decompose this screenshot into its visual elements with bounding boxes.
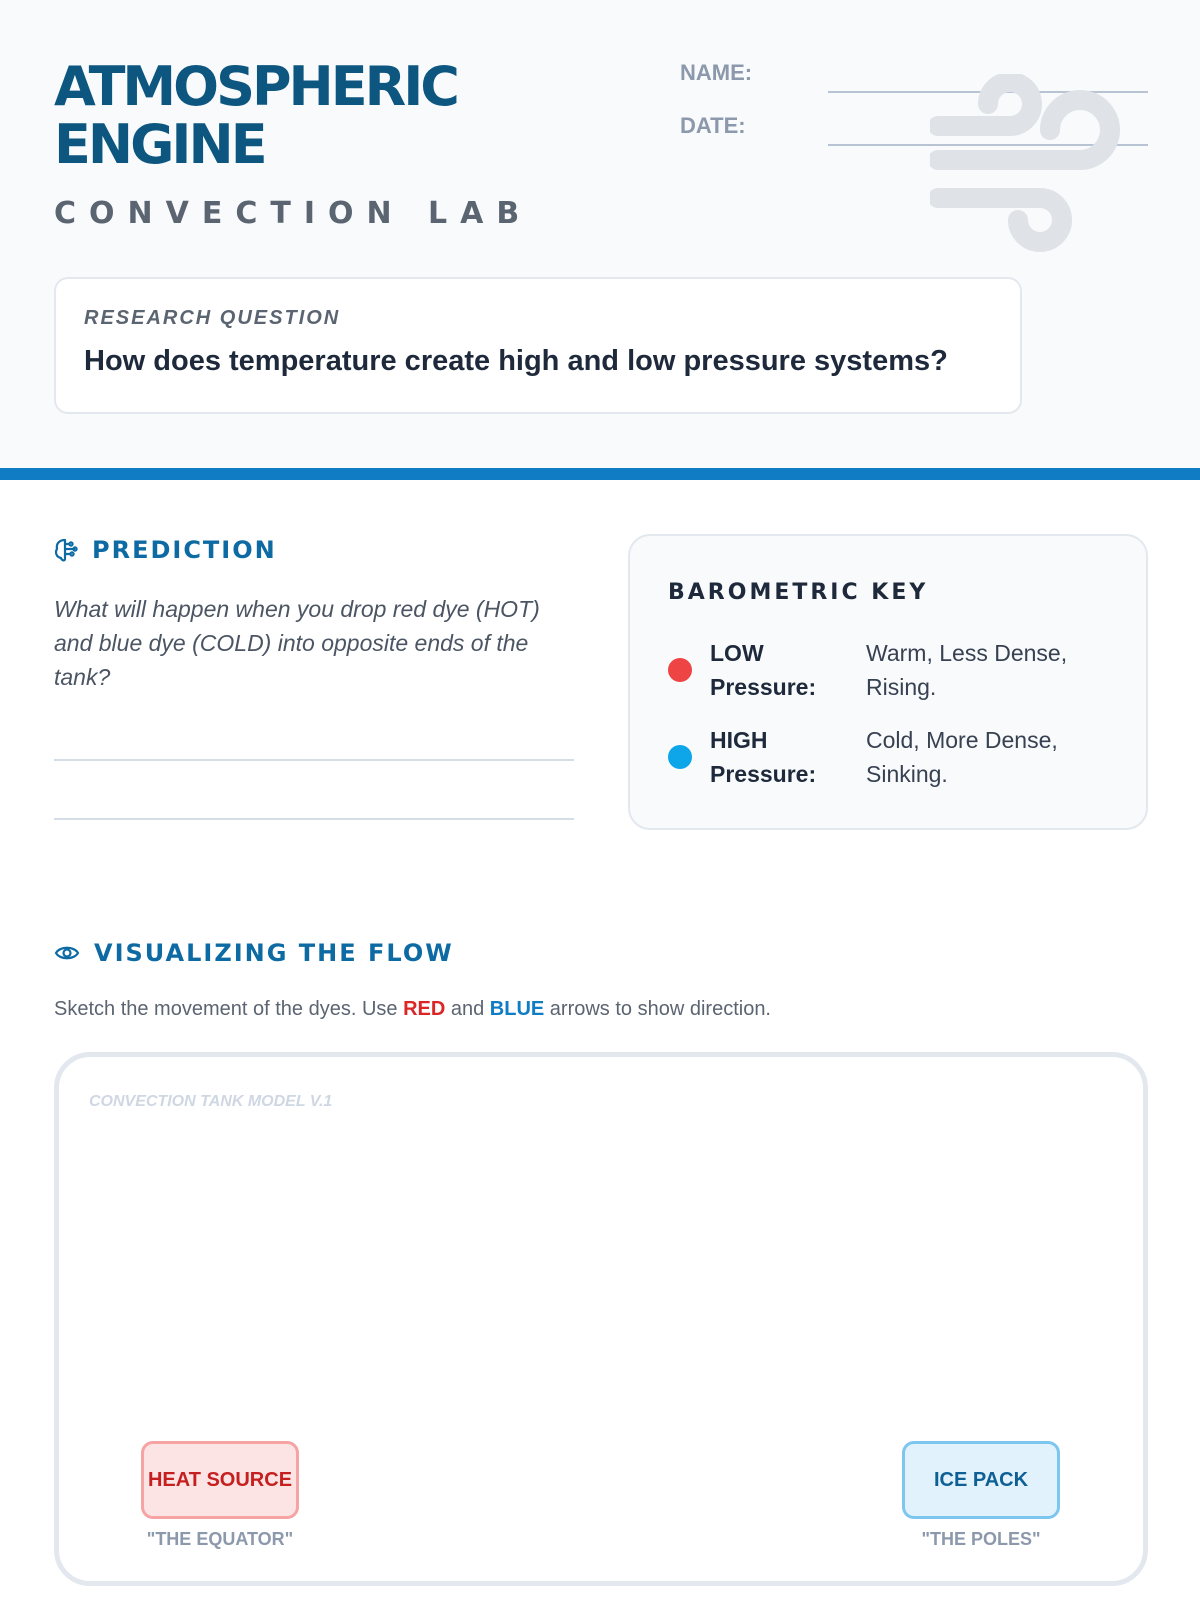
title-line-2: ENGINE (54, 113, 265, 176)
instruction-blue-word: BLUE (489, 998, 545, 1020)
prediction-heading (54, 536, 277, 564)
key-item-low-pressure (668, 636, 1128, 706)
instruction-text-start: Sketch the movement of the dyes. Use (54, 998, 404, 1020)
research-question-label: RESEARCH QUESTION (84, 307, 341, 329)
prediction-heading-text: PREDICTION (92, 536, 277, 564)
name-label: NAME: (680, 60, 753, 85)
convection-tank-drawing-area[interactable] (54, 1052, 1148, 1586)
barometric-key-card (628, 534, 1148, 830)
flow-heading (54, 939, 454, 967)
heat-source-caption: "THE EQUATOR" (146, 1529, 294, 1549)
instruction-text-middle: and (445, 998, 490, 1020)
tank-model-label: CONVECTION TANK MODEL V.1 (89, 1093, 333, 1110)
date-label: DATE: (680, 113, 746, 138)
key-item-label: LOW Pressure: (710, 640, 817, 700)
header (0, 0, 1200, 468)
key-item-high-pressure (668, 723, 1128, 793)
answer-line-1[interactable] (54, 759, 574, 761)
worksheet-title (54, 55, 457, 176)
key-item-label: HIGH Pressure: (710, 727, 817, 787)
brain-icon (54, 537, 78, 563)
header-divider (0, 468, 1200, 480)
instruction-red-word: RED (403, 998, 446, 1020)
worksheet-subtitle: CONVECTION LAB (54, 196, 533, 231)
flow-heading-text: VISUALIZING THE FLOW (94, 939, 454, 967)
key-item-description: Warm, Less Dense, Rising. (866, 640, 1068, 700)
eye-icon (54, 943, 80, 963)
instruction-text-end: arrows to show direction. (544, 998, 771, 1020)
prediction-prompt: What will happen when you drop red dye (HOT) and blue dye (COLD) into opposite ends of the tank? (54, 596, 540, 690)
answer-line-2[interactable] (54, 818, 574, 820)
research-question-card (54, 277, 1022, 414)
ice-pack-box: ICE PACK (902, 1441, 1060, 1519)
ice-pack-caption: "THE POLES" (921, 1529, 1041, 1549)
flow-instructions (54, 998, 771, 1021)
barometric-key-title: BAROMETRIC KEY (668, 580, 929, 605)
low-pressure-dot-icon (668, 658, 692, 682)
key-item-description: Cold, More Dense, Sinking. (866, 727, 1058, 787)
heat-source-box: HEAT SOURCE (141, 1441, 299, 1519)
title-line-1: ATMOSPHERIC (54, 55, 457, 118)
high-pressure-dot-icon (668, 745, 692, 769)
wind-icon (930, 74, 1150, 254)
research-question-text: How does temperature create high and low pressure systems? (84, 345, 948, 377)
